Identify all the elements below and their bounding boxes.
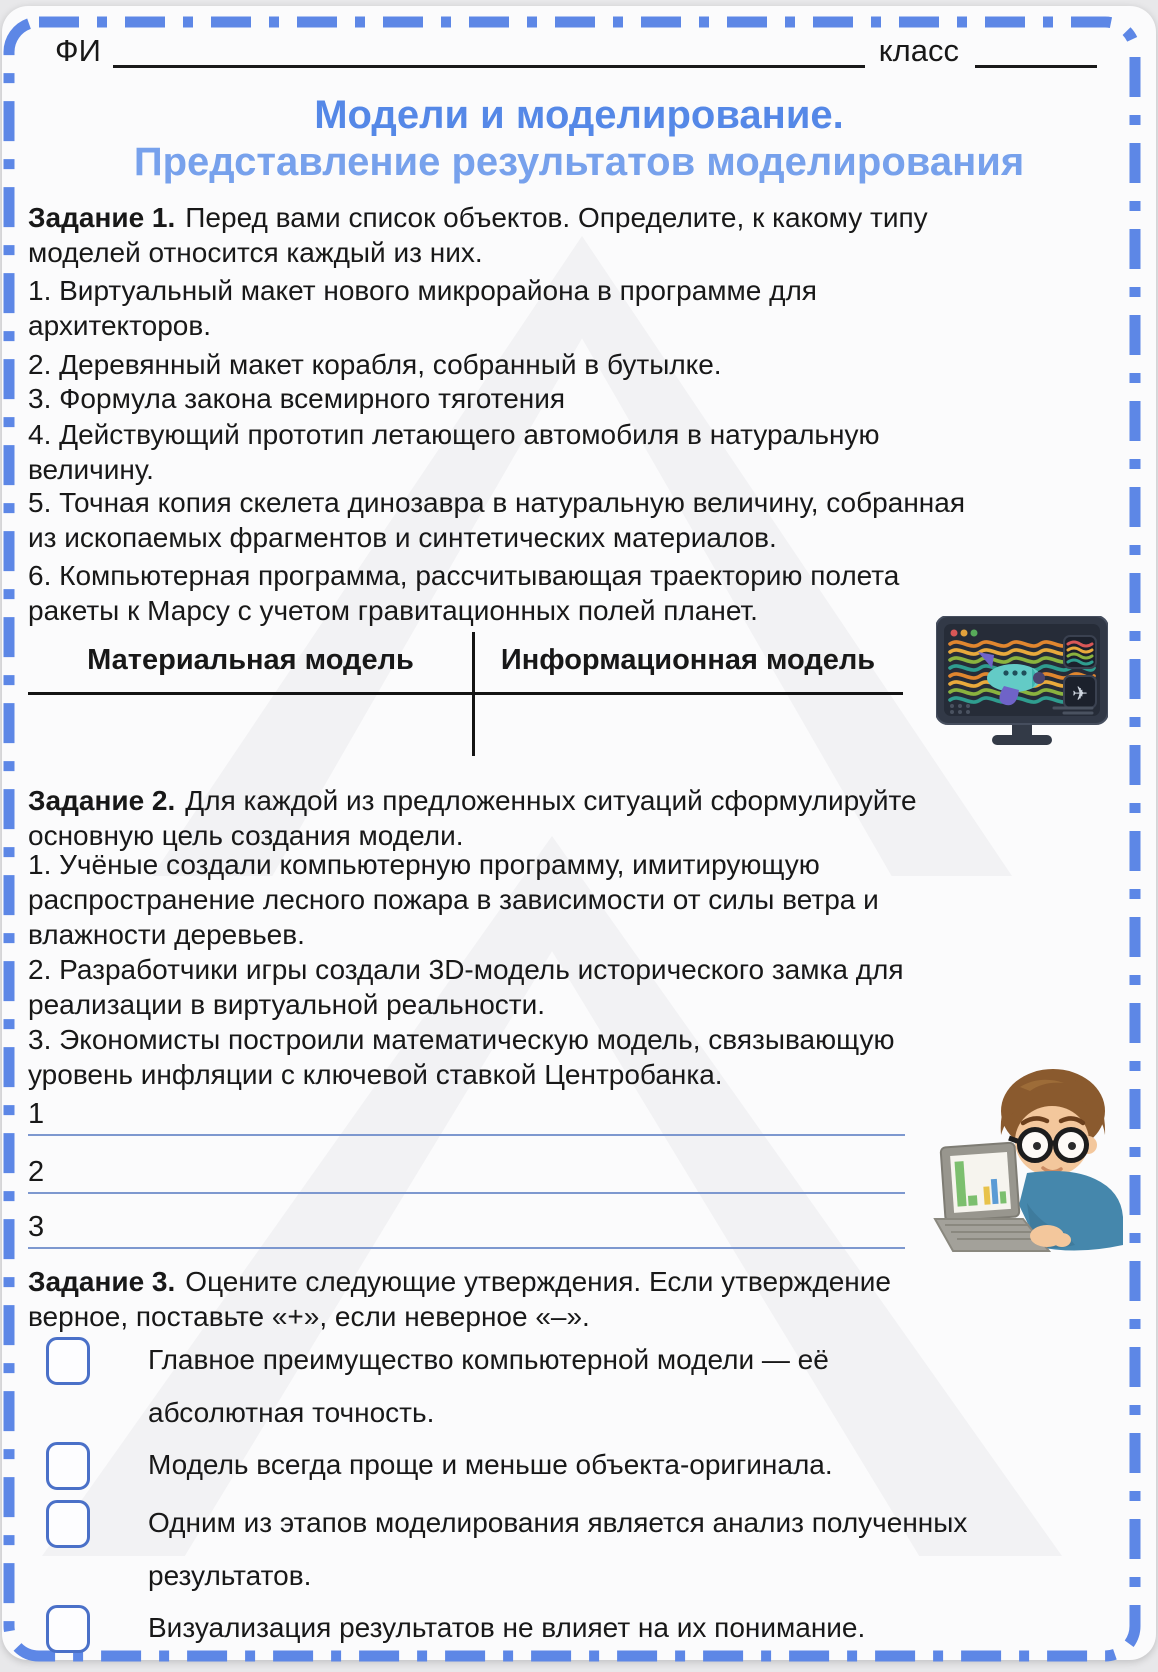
plane-glyph-icon: ✈ <box>1072 684 1088 705</box>
answer-line-number: 1 <box>28 1098 45 1130</box>
statement-row-2 <box>46 1438 833 1491</box>
statement-3-text: Одним из этапов моделирования является анализ полученных результатов. <box>148 1507 968 1591</box>
name-class-row <box>55 28 1097 68</box>
checkbox-statement-3[interactable] <box>46 1500 90 1548</box>
table-body-row <box>28 695 903 756</box>
answer-line-2[interactable] <box>28 1156 905 1194</box>
checkbox-statement-1[interactable] <box>46 1337 90 1385</box>
class-blank-line[interactable] <box>975 31 1097 68</box>
task1-label: Задание 1. <box>28 202 176 233</box>
table-header-informational: Информационная модель <box>500 643 876 676</box>
task1-intro: Задание 1. Перед вами список объектов. Определите, к какому типу моделей относится каждый из них. <box>28 202 928 268</box>
task2-label: Задание 2. <box>28 785 176 816</box>
classification-table <box>28 628 903 756</box>
answer-line-3[interactable] <box>28 1211 905 1249</box>
task2-item-2: 2. Разработчики игры создали 3D-модель исторического замка для реализации в виртуальной реальности. <box>28 954 904 1020</box>
table-header-row <box>28 628 903 695</box>
statement-row-3 <box>46 1496 967 1602</box>
statement-4-text: Визуализация результатов не влияет на их понимание. <box>148 1612 866 1643</box>
task3-label: Задание 3. <box>28 1266 176 1297</box>
answer-line-number: 2 <box>28 1156 45 1188</box>
checkbox-statement-4[interactable] <box>46 1605 90 1653</box>
table-cell-informational[interactable] <box>473 695 903 756</box>
answer-line-number: 3 <box>28 1211 45 1243</box>
answer-line-1[interactable] <box>28 1098 905 1136</box>
worksheet-title <box>0 92 1158 186</box>
task3-intro: Задание 3. Оцените следующие утверждения. Если утверждение верное, поставьте «+», если неверное «–». <box>28 1266 891 1332</box>
title-line-2: Представление результатов моделирования <box>133 140 1025 184</box>
task2-item-3: 3. Экономисты построили математическую модель, связывающую уровень инфляции с ключевой ставкой Центробанка. <box>28 1024 895 1090</box>
task1-item-2: 2. Деревянный макет корабля, собранный в бутылке. <box>28 349 722 380</box>
table-header-material: Материальная модель <box>87 643 414 676</box>
statement-1-text: Главное преимущество компьютерной модели — её абсолютная точность. <box>148 1344 829 1428</box>
task2-intro: Задание 2. Для каждой из предложенных ситуаций сформулируйте основную цель создания модели. <box>28 785 917 851</box>
task1-item-5: 5. Точная копия скелета динозавра в натуральную величину, собранная из ископаемых фрагментов и синтетических материалов. <box>28 487 965 553</box>
task2-item-1: 1. Учёные создали компьютерную программу, имитирующую распространение лесного пожара в зависимости от силы ветра и влажности деревьев. <box>28 849 879 950</box>
monitor-plane-illustration <box>936 616 1108 748</box>
title-line-1: Модели и моделирование. <box>314 93 844 137</box>
name-blank-line[interactable] <box>113 31 865 68</box>
table-cell-material[interactable] <box>28 695 473 756</box>
statement-row-4 <box>46 1601 865 1654</box>
class-label: класс <box>878 33 959 68</box>
task1-item-6: 6. Компьютерная программа, рассчитывающая траекторию полета ракеты к Марсу с учетом гравитационных полей планет. <box>28 560 900 626</box>
boy-laptop-illustration <box>925 1053 1130 1255</box>
name-label: ФИ <box>55 33 101 68</box>
statement-2-text: Модель всегда проще и меньше объекта-оригинала. <box>148 1449 833 1480</box>
statement-row-1 <box>46 1333 829 1439</box>
checkbox-statement-2[interactable] <box>46 1442 90 1490</box>
task1-item-1: 1. Виртуальный макет нового микрорайона в программе для архитекторов. <box>28 275 817 341</box>
task1-item-3: 3. Формула закона всемирного тяготения <box>28 383 566 414</box>
task1-item-4: 4. Действующий прототип летающего автомобиля в натуральную величину. <box>28 419 880 485</box>
